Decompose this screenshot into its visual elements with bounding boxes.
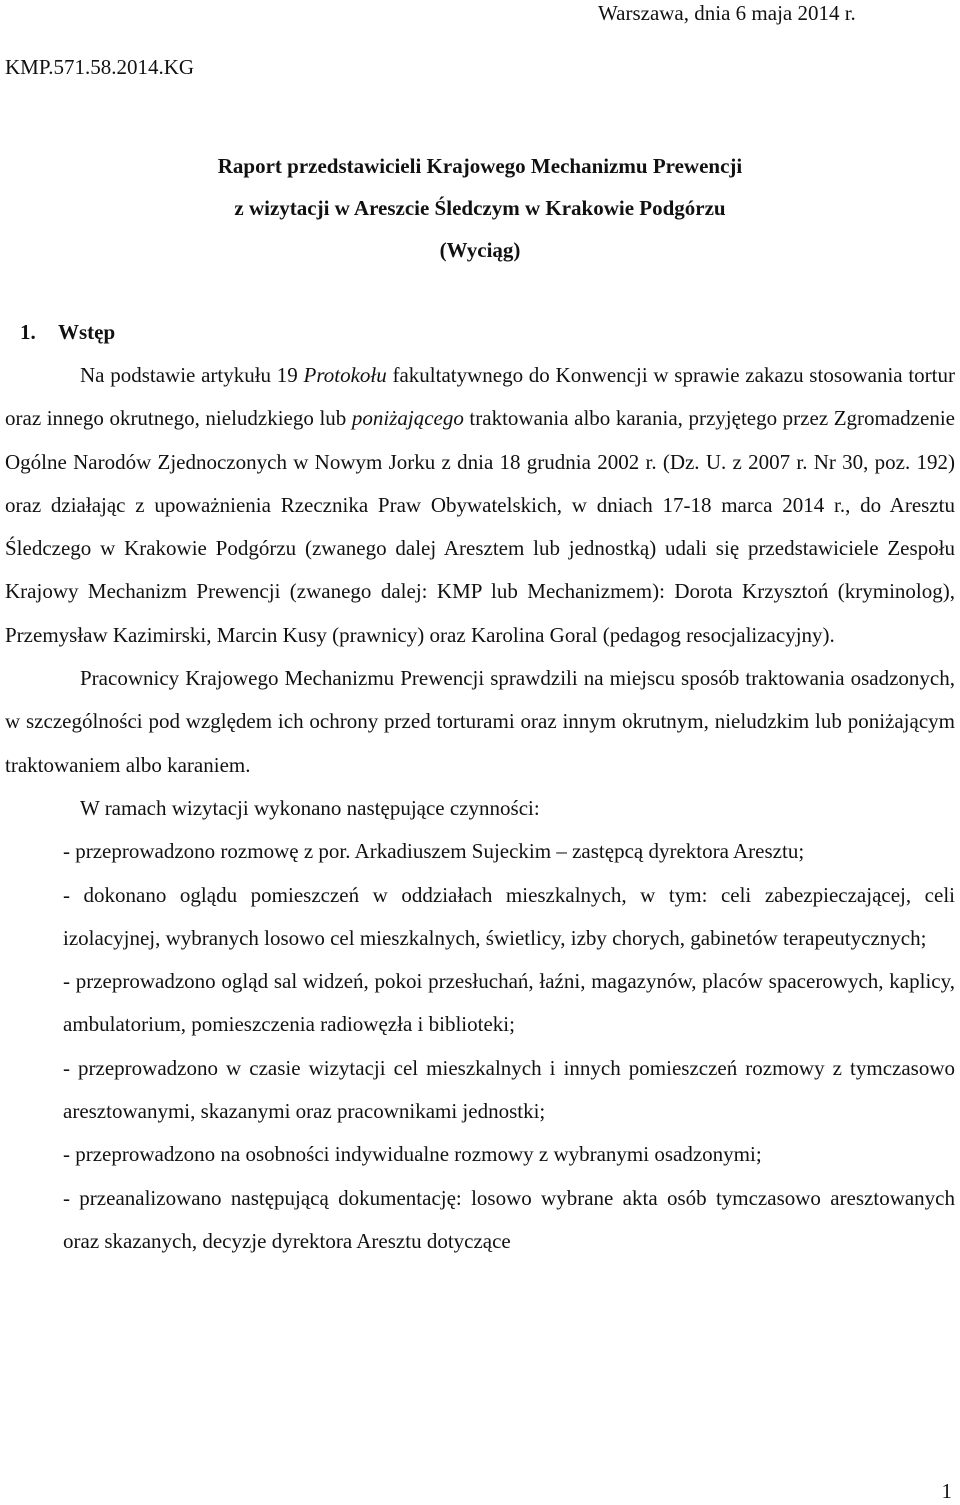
list-item: - przeprowadzono rozmowę z por. Arkadiuszem Sujeckim – zastępcą dyrektora Aresztu;	[63, 839, 805, 864]
paragraph-text: fakultatywnego do Konwencji w sprawie zakazu stosowania tortur oraz innego okrutnego, nieludzkiego lub	[5, 363, 956, 431]
title-line-3: (Wyciąg)	[439, 238, 521, 262]
paragraph-text: traktowania albo karania, przyjętego przez Zgromadzenie Ogólne Narodów Zjednoczonych w Nowym Jorku z dnia 18 grudnia 2002 r. (Dz. U. z 2007 r. Nr 30, poz. 192) oraz działając z upoważnienia Rzecznika Praw Obywatelskich, w dniach 17-18 marca 2014 r., do Aresztu Śledczego w Krakowie Podgórzu (zwanego dalej Aresztem lub jednostką) udali się przedstawiciele Zespołu Krajowy Mechanizm Prewencji (zwanego dalej: KMP lub Mechanizmem): Dorota Krzysztoń (kryminolog), Przemysław Kazimirski, Marcin Kusy (prawnicy) oraz Karolina Goral (pedagog resocjalizacyjny).	[5, 406, 955, 647]
page-number: 1	[941, 1479, 952, 1503]
section-number: 1.	[20, 320, 36, 344]
paragraph-text: Na podstawie artykułu 19	[80, 363, 304, 387]
italic-degrading: poniżającego	[351, 406, 464, 431]
document-title	[0, 145, 960, 271]
title-line-1: Raport przedstawicieli Krajowego Mechanizmu Prewencji	[217, 154, 743, 178]
title-line-2: z wizytacji w Areszcie Śledczym w Krakowie Podgórzu	[234, 196, 726, 220]
list-item: - przeprowadzono ogląd sal widzeń, pokoi przesłuchań, łaźni, magazynów, placów spacerowych, kaplicy, ambulatorium, pomieszczenia radiowęzła i biblioteki;	[63, 969, 955, 1037]
list-item: - przeanalizowano następującą dokumentację: losowo wybrane akta osób tymczasowo aresztowanych oraz skazanych, decyzje dyrektora Aresztu dotyczące	[63, 1185, 955, 1253]
list-item: - przeprowadzono na osobności indywidualne rozmowy z wybranymi osadzonymi;	[63, 1142, 762, 1167]
paragraph-inspection-purpose: Pracownicy Krajowego Mechanizmu Prewencji sprawdzili na miejscu sposób traktowania osadzonych, w szczególności pod względem ich ochrony przed torturami oraz innym okrutnym, nieludzkim lub poniżającym traktowaniem albo karaniem.	[5, 666, 955, 777]
document-date: Warszawa, dnia 6 maja 2014 r.	[598, 1, 856, 25]
document-reference: KMP.571.58.2014.KG	[5, 55, 195, 79]
section-heading	[20, 318, 115, 346]
italic-protocol: Protokołu	[303, 363, 387, 387]
paragraph-legal-basis	[5, 354, 955, 657]
paragraph-activities-intro: W ramach wizytacji wykonano następujące czynności:	[80, 795, 540, 820]
document-body	[5, 354, 955, 1263]
section-title: Wstęp	[58, 320, 116, 344]
list-item: - przeprowadzono w czasie wizytacji cel mieszkalnych i innych pomieszczeń rozmowy z tymczasowo aresztowanymi, skazanymi oraz pracownikami jednostki;	[63, 1055, 955, 1124]
activities-list	[5, 830, 955, 1263]
list-item: - dokonano oglądu pomieszczeń w oddziałach mieszkalnych, w tym: celi zabezpieczającej, celi izolacyjnej, wybranych losowo cel mieszkalnych, świetlicy, izby chorych, gabinetów terapeutycznych;	[63, 882, 955, 950]
